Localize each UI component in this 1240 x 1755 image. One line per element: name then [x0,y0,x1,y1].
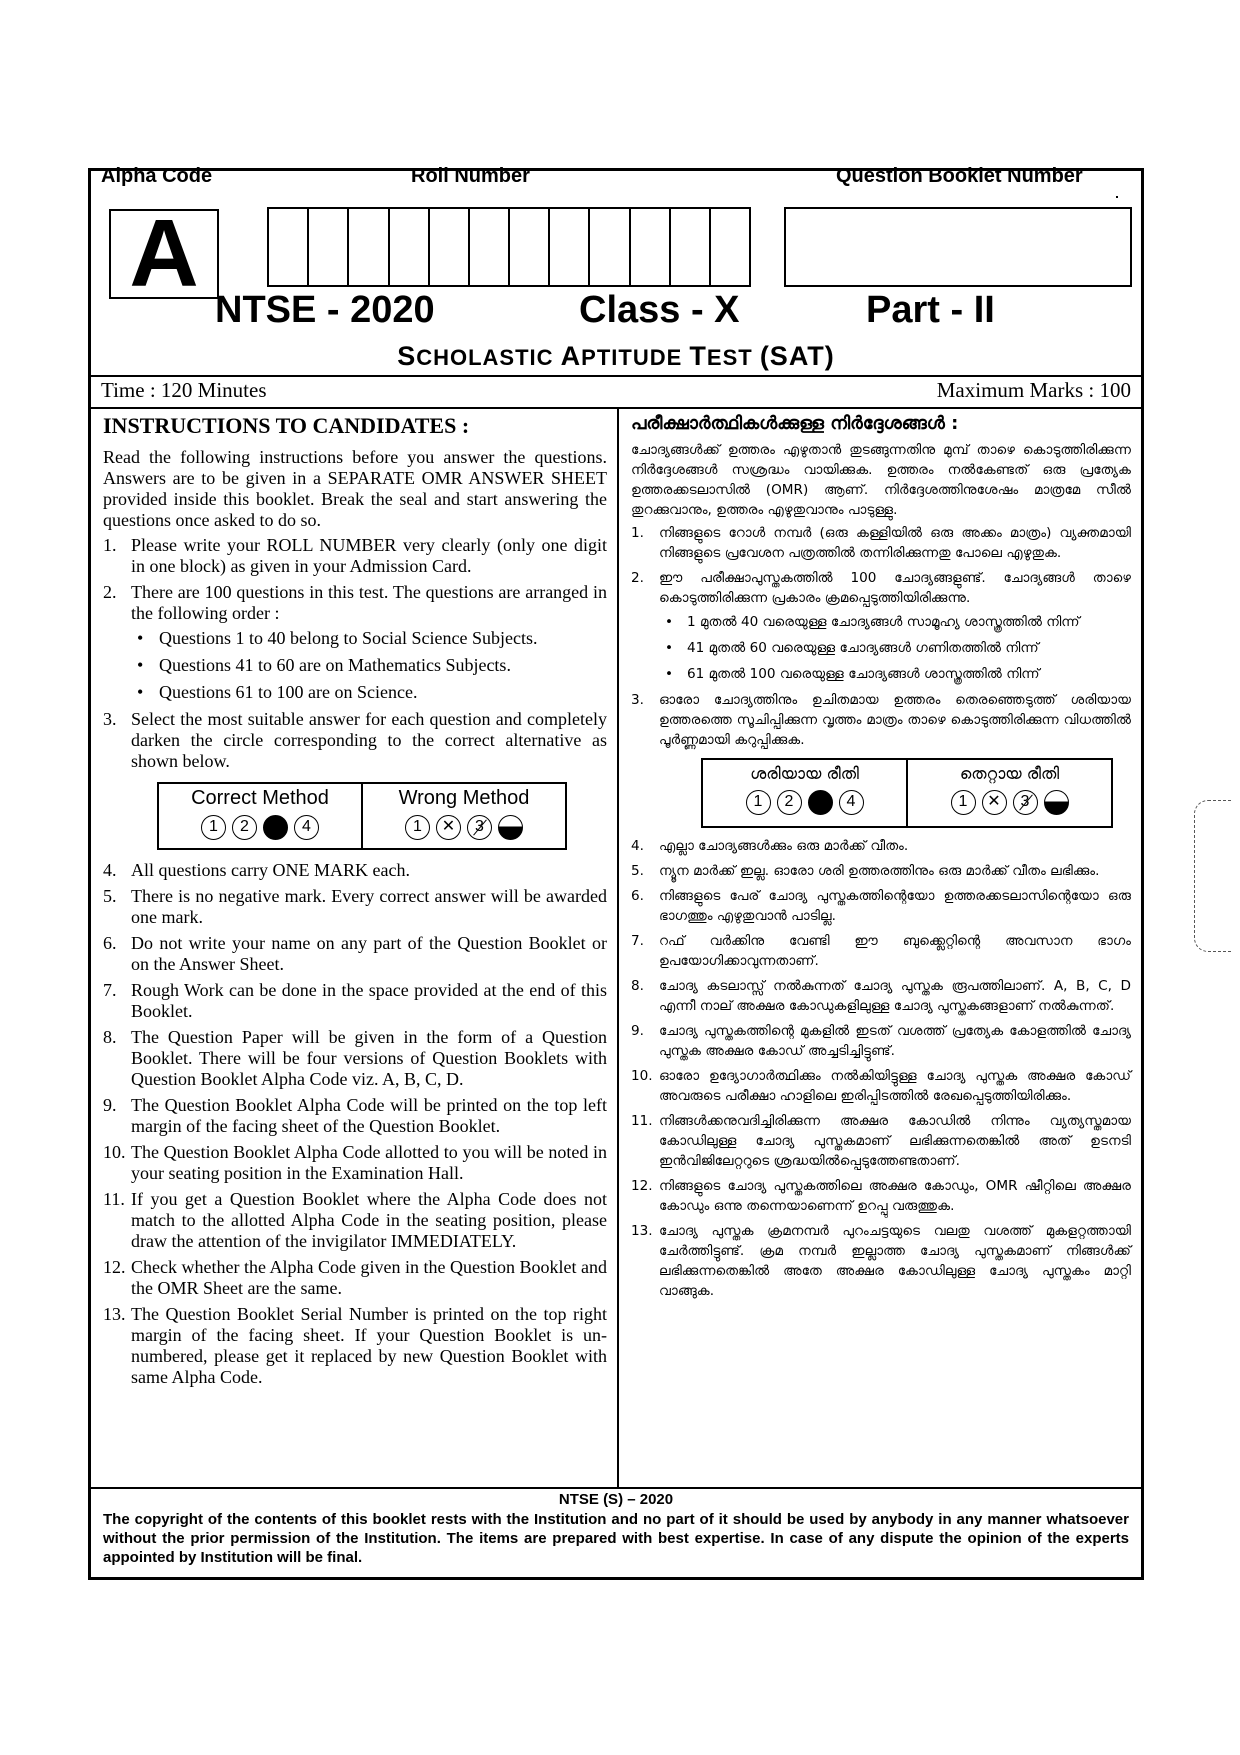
half-filled-bubble-icon [1044,790,1069,815]
list-item: 8. The Question Paper will be given in the form of a Question Booklet. There will be four versions of Question Booklets with Question Booklet Alpha Code viz. A, B, C, D. [103,1027,607,1089]
list-item: 8. ചോദ്യ കടലാസ്സ് നൽകുന്നത് ചോദ്യ പുസ്തക രൂപത്തിലാണ്. A, B, C, D എന്നീ നാല് അക്ഷര കോഡുകളിലുള്ള ചോദ്യ പുസ്തകങ്ങളാണ് നൽകുന്നത്. [631,978,1131,1014]
list-item: 7. Rough Work can be done in the space provided at the end of this Booklet. [103,980,607,1021]
list-item: 6. നിങ്ങളുടെ പേര് ചോദ്യ പുസ്തകത്തിന്റെയോ ഉത്തരക്കടലാസിന്റെയോ ഒരു ഭാഗത്തും എഴുതുവാൻ പാടില്ല. [631,888,1131,924]
list-item: 10. The Question Booklet Alpha Code allotted to you will be noted in your seating position in the Examination Hall. [103,1142,607,1183]
roll-digit-box[interactable] [309,209,349,285]
slashed-bubble-icon: 3 [1013,790,1038,815]
roll-digit-box[interactable] [590,209,630,285]
list-item: 7. റഫ് വർക്കിനു വേണ്ടി ഈ ബുക്ക്ലെറ്റിന്റെ അവസാന ഭാഗം ഉപയോഗിക്കാവുന്നതാണ്. [631,933,1131,969]
english-intro: Read the following instructions before you answer the questions. Answers are to be given in a SEPARATE OMR ANSWER SHEET provided inside this booklet. Break the seal and start answering the questions once asked to do so. [103,447,607,530]
crossed-bubble-icon [982,790,1007,815]
cover-page-frame [88,165,1144,1580]
roll-digit-box[interactable] [269,209,309,285]
marking-method-table [701,758,1113,828]
list-item: 4. എല്ലാ ചോദ്യങ്ങൾക്കും ഒരു മാർക്ക് വീതം. [631,838,909,854]
copyright-footer [91,1487,1141,1577]
roll-digit-box[interactable] [390,209,430,285]
wrong-method-label: തെറ്റായ രീതി [959,764,1060,783]
crossed-bubble-icon [436,815,461,840]
bubble-icon: 2 [232,815,257,840]
bubble-icon: 4 [294,815,319,840]
list-item: 3. Select the most suitable answer for each question and completely darken the circle corresponding to the correct alternative as shown below. Correct Method 1 2 4 Wrong Method 1 ✕ 3 [103,709,607,850]
test-subtitle: SCHOLASTIC APTITUDE TEST (SAT) [397,341,835,371]
roll-digit-box[interactable] [711,209,749,285]
roll-digit-box[interactable] [550,209,590,285]
qbn-label: Question Booklet Number [836,165,1083,187]
question-booklet-number-box[interactable] [784,207,1132,287]
correct-method-cell [159,784,363,848]
correct-method-label: Correct Method [191,787,329,809]
sub-list-item: • 1 മുതൽ 40 വരെയുള്ള ചോദ്യങ്ങൾ സാമൂഹ്യ ശാസ്ത്രത്തിൽ നിന്ന് [659,612,1131,632]
list-item: 4. All questions carry ONE MARK each. [103,860,410,880]
wrong-method-cell [363,784,565,848]
sub-list [131,628,607,703]
list-item: 9. ചോദ്യ പുസ്തകത്തിന്റെ മുകളിൽ ഇടത് വശത്ത് പ്രത്യേക കോളത്തിൽ ചോദ്യ പുസ്തക അക്ഷര കോഡ് അച്ചടിച്ചിട്ടുണ്ട്. [631,1023,1131,1059]
roll-digit-box[interactable] [671,209,711,285]
class-title: Class - X [579,289,740,331]
list-item: 13. The Question Booklet Serial Number is printed on the top right margin of the facing sheet. If your Question Booklet is un-numbered, please get it replaced by new Question Booklet with same Alpha Code. [103,1304,607,1387]
list-item: 3. ഓരോ ചോദ്യത്തിനും ഉചിതമായ ഉത്തരം തെരഞ്ഞെടുത്ത് ശരിയായ ഉത്തരത്തെ സൂചിപ്പിക്കുന്ന വൃത്തം മാത്രം താഴെ കൊടുത്തിരിക്കുന്ന വിധത്തിൽ പൂർണ്ണമായി കറുപ്പിക്കുക. ശരിയായ രീതി 1 2 4 തെറ്റായ രീതി 1 ✕ 3 [631,690,1131,828]
roll-digit-box[interactable] [349,209,389,285]
marking-method-table [157,782,567,850]
list-item: 11. If you get a Question Booklet where the Alpha Code does not match to the allotted Alpha Code in the seating position, please draw the attention of the invigilator IMMEDIATELY. [103,1189,607,1251]
filled-bubble-icon [263,815,288,840]
time-marks-row [91,375,1141,409]
list-item: 2. There are 100 questions in this test. The questions are arranged in the following order : • Questions 1 to 40 belong to Social Science Subjects. • Questions 41 to 60 are on Mathematics Subjects. • Questions 61 to 100 are on Science. [103,582,607,703]
list-item: 12. Check whether the Alpha Code given in the Question Booklet and the OMR Sheet are the same. [103,1257,607,1298]
list-item: 11. നിങ്ങൾക്കനുവദിച്ചിരിക്കുന്ന അക്ഷര കോഡിൽ നിന്നും വ്യത്യസ്തമായ കോഡിലുള്ള ചോദ്യ പുസ്തകമാണ് ലഭിക്കുന്നതെങ്കിൽ അത് ഉടനടി ഇൻവിജിലേറ്ററുടെ ശ്രദ്ധയിൽപ്പെടുത്തേണ്ടതാണ്. [631,1113,1131,1169]
malayalam-heading: പരീക്ഷാർത്ഥികൾക്കുള്ള നിർദ്ദേശങ്ങൾ : [631,413,959,434]
bubble-icon: 1 [951,790,976,815]
roll-digit-box[interactable] [631,209,671,285]
english-list [103,535,607,1388]
roll-number-boxes[interactable] [267,207,751,287]
list-item: 6. Do not write your name on any part of the Question Booklet or on the Answer Sheet. [103,933,607,974]
list-item: 13. ചോദ്യ പുസ്തക ക്രമനമ്പർ പുറംചട്ടയുടെ വലതു വശത്ത് മുകളറ്റത്തായി ചേർത്തിട്ടുണ്ട്. ക്രമ നമ്പർ ഇല്ലാത്ത ചോദ്യ പുസ്തകമാണ് നിങ്ങൾക്ക് ലഭിക്കുന്നതെങ്കിൽ അതേ അക്ഷര കോഡിലുള്ള ചോദ്യ പുസ്തകം മാറ്റി വാങ്ങുക. [631,1223,1131,1299]
alpha-code-box: A [109,209,219,299]
list-item: 2. ഈ പരീക്ഷാപുസ്തകത്തിൽ 100 ചോദ്യങ്ങളുണ്ട്. ചോദ്യങ്ങൾ താഴെ കൊടുത്തിരിക്കുന്ന പ്രകാരം ക്രമപ്പെടുത്തിയിരിക്കുന്നു. • 1 മുതൽ 40 വരെയുള്ള ചോദ്യങ്ങൾ സാമൂഹ്യ ശാസ്ത്രത്തിൽ നിന്ന് • 41 മുതൽ 60 വരെയുള്ള ചോദ്യങ്ങൾ ഗണിതത്തിൽ നിന്ന് • 61 മുതൽ 100 വരെയുള്ള ചോദ്യങ്ങൾ ശാസ്ത്രത്തിൽ നിന്ന് [631,568,1131,684]
bubble-icon: 4 [839,790,864,815]
list-item: 10. ഓരോ ഉദ്യോഗാർത്ഥിക്കും നൽകിയിട്ടുള്ള ചോദ്യ പുസ്തക അക്ഷര കോഡ് അവരുടെ പരീക്ഷാ ഹാളിലെ ഇരിപ്പിടത്തിൽ രേഖപ്പെടുത്തിയിരിക്കും. [631,1068,1131,1104]
roll-digit-box[interactable] [510,209,550,285]
sub-list-item: • Questions 1 to 40 belong to Social Science Subjects. [131,628,607,649]
half-filled-bubble-icon [498,815,523,840]
list-item: 5. ന്യൂന മാർക്ക് ഇല്ല. ഓരോ ശരി ഉത്തരത്തിനും ഒരു മാർക്ക് വീതം ലഭിക്കും. [631,863,1100,879]
slashed-bubble-icon: 3 [467,815,492,840]
bubble-icon: 1 [746,790,771,815]
alpha-code-label: Alpha Code [101,165,213,187]
footer-text: The copyright of the contents of this booklet rests with the Institution and no part of it should be used by anybody in any manner whatsoever without the prior permission of the Institution. The items are prepared with best expertise. In case of any dispute the opinion of the experts appointed by Institution will be final. [103,1511,1129,1566]
malayalam-list [631,523,1131,1301]
sub-list-item: • 41 മുതൽ 60 വരെയുള്ള ചോദ്യങ്ങൾ ഗണിതത്തിൽ നിന്ന് [659,638,1131,658]
roll-digit-box[interactable] [430,209,470,285]
sub-list [659,612,1131,684]
sub-list-item: • 61 മുതൽ 100 വരെയുള്ള ചോദ്യങ്ങൾ ശാസ്ത്രത്തിൽ നിന്ന് [659,664,1131,684]
english-instructions [91,407,619,1487]
roll-number-label: Roll Number [411,165,530,187]
list-item: 9. The Question Booklet Alpha Code will be printed on the top left margin of the facing sheet of the Question Booklet. [103,1095,607,1136]
roll-digit-box[interactable] [470,209,510,285]
bubble-icon: 1 [201,815,226,840]
sub-list-item: • Questions 61 to 100 are on Science. [131,682,607,703]
filled-bubble-icon [808,790,833,815]
correct-method-label: ശരിയായ രീതി [750,764,859,783]
side-margin-mark [1194,800,1231,952]
english-heading: INSTRUCTIONS TO CANDIDATES : [103,413,470,438]
list-item: 5. There is no negative mark. Every correct answer will be awarded one mark. [103,886,607,927]
wrong-method-cell [908,760,1111,826]
bubble-icon: 1 [405,815,430,840]
list-item: 12. നിങ്ങളുടെ ചോദ്യ പുസ്തകത്തിലെ അക്ഷര കോഡും, OMR ഷീറ്റിലെ അക്ഷര കോഡും ഒന്നു തന്നെയാണെന്ന് ഉറപ്പു വരുത്തുക. [631,1178,1131,1214]
list-item: 1. നിങ്ങളുടെ റോൾ നമ്പർ (ഒരു കള്ളിയിൽ ഒരു അക്കം മാത്രം) വ്യക്തമായി നിങ്ങളുടെ പ്രവേശന പത്രത്തിൽ തന്നിരിക്കുന്നതു പോലെ എഴുതുക. [631,525,1131,561]
bubble-icon: 2 [777,790,802,815]
correct-method-cell [703,760,908,826]
header [91,165,1141,377]
list-item: 1. Please write your ROLL NUMBER very clearly (only one digit in one block) as given in your Admission Card. [103,535,607,576]
footer-title: NTSE (S) – 2020 [558,1491,674,1508]
part-title: Part - II [866,289,995,331]
wrong-method-label: Wrong Method [398,787,530,809]
sub-list-item: • Questions 41 to 60 are on Mathematics Subjects. [131,655,607,676]
maximum-marks: Maximum Marks : 100 [936,378,1131,402]
malayalam-intro: ചോദ്യങ്ങൾക്ക് ഉത്തരം എഴുതാൻ തുടങ്ങുന്നതിനു മുമ്പ് താഴെ കൊടുത്തിരിക്കുന്ന നിർദ്ദേശങ്ങൾ സശ്രദ്ധം വായിക്കുക. ഉത്തരം നൽകേണ്ടത് ഒരു പ്രത്യേക ഉത്തരക്കടലാസിൽ (OMR) ആണ്. നിർദ്ദേശത്തിനുശേഷം മാത്രമേ സീൽ തുറക്കുവാനും, ഉത്തരം എഴുതുവാനും പാടുള്ളു. [631,442,1131,518]
malayalam-instructions [619,407,1141,1487]
time-allowed: Time : 120 Minutes [101,378,267,402]
exam-title: NTSE - 2020 [215,289,435,331]
